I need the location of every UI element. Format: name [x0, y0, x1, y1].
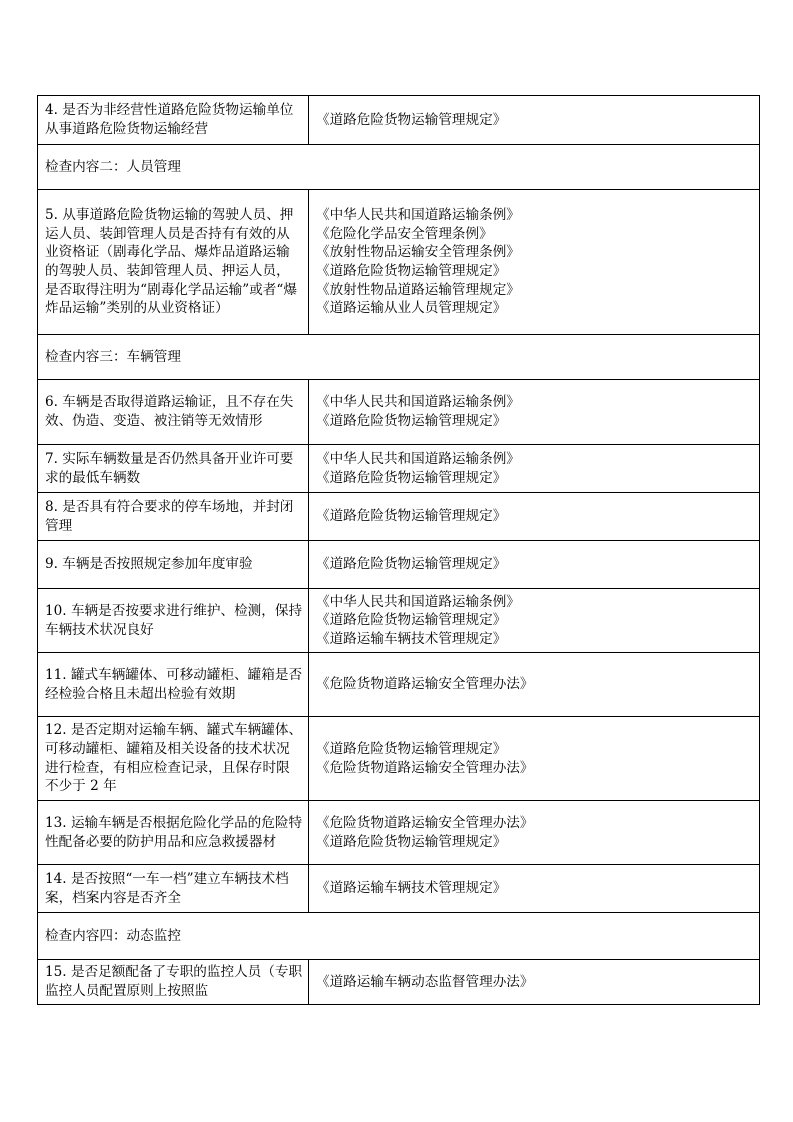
regulation-name: 《放射性物品运输安全管理条例》: [316, 244, 520, 261]
table-row: [38, 865, 760, 913]
regulation-name: 《放射性物品道路运输管理规定》: [316, 281, 520, 298]
regulation-list: [309, 445, 760, 493]
table-row: [38, 960, 760, 1005]
regulation-name: 《中华人民共和国道路运输条例》: [316, 207, 520, 224]
regulation-name: 《道路危险货物运输管理规定》: [316, 508, 507, 525]
regulation-name: 《道路危险货物运输管理规定》: [316, 469, 507, 486]
table-row: [38, 445, 760, 493]
check-item: 13. 运输车辆是否根据危险化学品的危险特性配备必要的防护用品和应急救援器材: [38, 801, 309, 865]
check-item: 9. 车辆是否按照规定参加年度审验: [38, 541, 309, 589]
regulation-list: [309, 190, 760, 335]
regulation-name: 《道路危险货物运输管理规定》: [316, 556, 507, 573]
table-row: [38, 96, 760, 145]
table-row: [38, 493, 760, 541]
check-item: 12. 是否定期对运输车辆、罐式车辆罐体、可移动罐柜、罐箱及相关设备的技术状况进行检查，有相应检查记录，且保存时限不少于 2 年: [38, 717, 309, 801]
table-body: [38, 96, 760, 1005]
regulation-name: 《道路危险货物运输管理规定》: [316, 740, 507, 757]
regulation-list: [309, 653, 760, 717]
regulation-name: 《中华人民共和国道路运输条例》: [316, 450, 520, 467]
regulation-list: [309, 380, 760, 445]
regulation-name: 《道路危险货物运输管理规定》: [316, 111, 507, 128]
regulation-name: 《危险化学品安全管理条例》: [316, 225, 493, 242]
regulation-name: 《道路危险货物运输管理规定》: [316, 263, 507, 279]
check-item: 14. 是否按照“一车一档”建立车辆技术档案，档案内容是否齐全: [38, 865, 309, 913]
table-row: [38, 653, 760, 717]
check-item: 4. 是否为非经营性道路危险货物运输单位从事道路危险货物运输经营: [38, 96, 309, 145]
section-title: 检查内容二：人员管理: [38, 145, 760, 190]
regulation-name: 《道路危险货物运输管理规定》: [316, 833, 507, 850]
regulation-name: 《道路运输从业人员管理规定》: [316, 300, 507, 317]
section-row: [38, 335, 760, 380]
regulation-name: 《危险货物道路运输安全管理办法》: [316, 814, 534, 831]
section-row: [38, 913, 760, 960]
table-row: [38, 801, 760, 865]
regulation-list: [309, 589, 760, 653]
table-row: [38, 190, 760, 335]
regulation-list: [309, 541, 760, 589]
regulation-name: 《道路运输车辆技术管理规定》: [316, 880, 507, 897]
regulation-name: 《道路危险货物运输管理规定》: [316, 612, 507, 629]
section-title: 检查内容三：车辆管理: [38, 335, 760, 380]
regulation-name: 《道路运输车辆技术管理规定》: [316, 630, 507, 647]
check-item: 15. 是否足额配备了专职的监控人员（专职监控人员配置原则上按照监: [38, 960, 309, 1005]
regulation-name: 《道路危险货物运输管理规定》: [316, 413, 507, 429]
check-item: 5. 从事道路危险货物运输的驾驶人员、押运人员、装卸管理人员是否持有有效的从业资格证（剧毒化学品、爆炸品道路运输的驾驶人员、装卸管理人员、押运人员，是否取得注明为“剧毒化学品运输”或者“爆炸品运输”类别的从业资格证）: [38, 190, 309, 335]
table-row: [38, 717, 760, 801]
check-item: 8. 是否具有符合要求的停车场地，并封闭管理: [38, 493, 309, 541]
section-row: [38, 145, 760, 190]
regulation-list: [309, 493, 760, 541]
inspection-checklist-table: [37, 95, 760, 1005]
regulation-list: [309, 717, 760, 801]
regulation-name: 《中华人民共和国道路运输条例》: [316, 394, 520, 411]
check-item: 6. 车辆是否取得道路运输证，且不存在失效、伪造、变造、被注销等无效情形: [38, 380, 309, 445]
table-row: [38, 380, 760, 445]
table-row: [38, 541, 760, 589]
regulation-name: 《危险货物道路运输安全管理办法》: [316, 676, 534, 693]
check-item: 7. 实际车辆数量是否仍然具备开业许可要求的最低车辆数: [38, 445, 309, 493]
regulation-list: [309, 865, 760, 913]
regulation-name: 《道路运输车辆动态监督管理办法》: [316, 973, 534, 990]
table-row: [38, 589, 760, 653]
section-title: 检查内容四：动态监控: [38, 913, 760, 960]
check-item: 10. 车辆是否按要求进行维护、检测，保持车辆技术状况良好: [38, 589, 309, 653]
regulation-list: [309, 801, 760, 865]
regulation-name: 《中华人民共和国道路运输条例》: [316, 593, 520, 610]
regulation-name: 《危险货物道路运输安全管理办法》: [316, 759, 534, 776]
regulation-list: [309, 960, 760, 1005]
regulation-list: [309, 96, 760, 145]
check-item: 11. 罐式车辆罐体、可移动罐柜、罐箱是否经检验合格且未超出检验有效期: [38, 653, 309, 717]
